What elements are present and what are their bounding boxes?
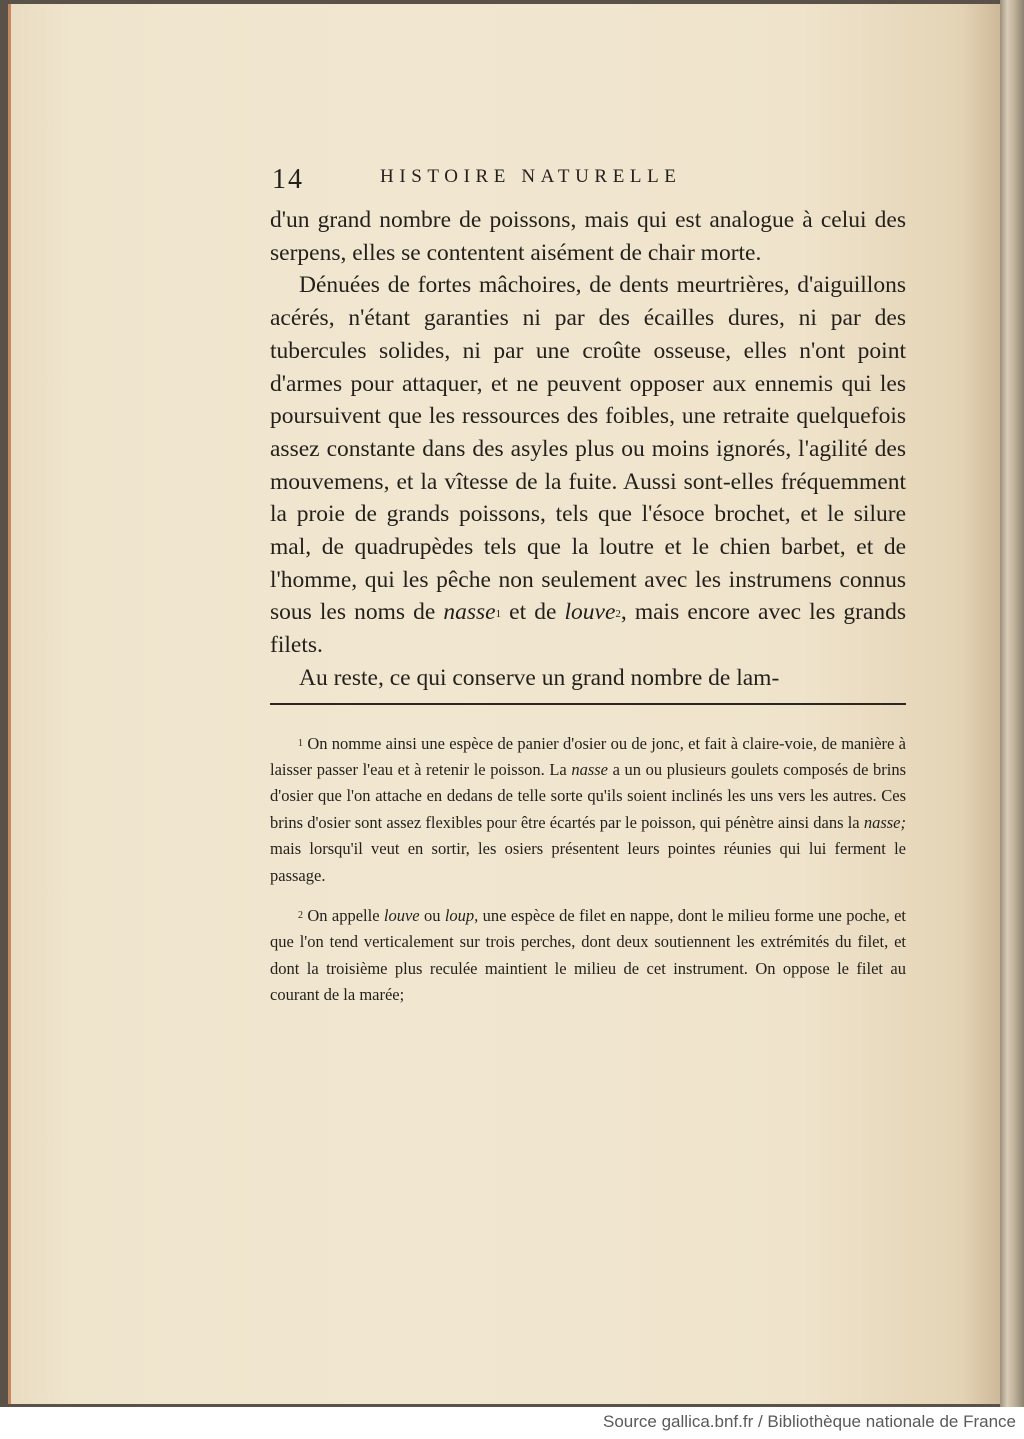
footnote-2-term-loup: loup, <box>444 905 479 925</box>
running-title: HISTOIRE NATURELLE <box>380 166 682 187</box>
footnote-1-text-b: a un ou plusieurs goulets composés de brins d'osier que l'on attache en dedans de telle sorte qu'ils soient inclinés les uns vers les autres. Ces brins d'osier sont assez flexibles pour être écartés par le poisson, qui pénètre ainsi dans la <box>270 759 906 832</box>
footnote-2-text-a: On appelle <box>303 905 384 925</box>
footnote-1-mark: 1 <box>298 737 303 749</box>
footnote-1-term-nasse: nasse <box>571 759 609 779</box>
footnote-1-text-a: On nomme ainsi une espèce de panier d'osier ou de jonc, et fait à claire-voie, de manière à laisser passer l'eau et à retenir le poisson. La <box>270 733 906 779</box>
footnotes <box>270 731 906 1009</box>
page-edge <box>1000 0 1024 1407</box>
body-text <box>270 204 906 695</box>
page-number: 14 <box>272 164 304 195</box>
running-head <box>270 160 906 204</box>
footnote-2-term-louve: louve <box>383 905 420 925</box>
paragraph-2-end: , mais encore avec les grands filets. <box>270 599 906 659</box>
footnote-2 <box>270 903 906 1009</box>
footnote-2-mark: 2 <box>298 909 303 921</box>
source-credit: Source gallica.bnf.fr / Bibliothèque nationale de France <box>603 1412 1016 1431</box>
footnote-ref-1[interactable]: 1 <box>495 608 502 621</box>
paragraph-2 <box>270 269 906 661</box>
source-credit-bar <box>0 1407 1024 1439</box>
paragraph-2-mid: et de <box>501 599 565 626</box>
footnote-1-text-c: mais lorsqu'il veut en sortir, les osiers présentent leurs pointes réunies qui lui ferment le passage. <box>270 839 906 885</box>
footnote-divider <box>270 703 906 705</box>
paragraph-2-text: Dénuées de fortes mâchoires, de dents meurtrières, d'aiguillons acérés, n'étant garanties ni par des écailles dures, ni par des tubercules solides, ni par une croûte osseuse, elles n'ont point d'armes pour attaquer, et ne peuvent opposer aux ennemis qui les poursuivent que les ressources des foibles, une retraite quelquefois assez constante dans des asyles plus ou moins ignorés, l'agilité des mouvemens, et la vîtesse de la fuite. Aussi sont-elles fréquemment la proie de grands poissons, tels que l'ésoce brochet, et le silure mal, de quadrupèdes tels que la loutre et le chien barbet, et de l'homme, qui les pêche non seulement avec les instrumens connus sous les noms de <box>270 272 906 626</box>
footnote-2-text-c: une espèce de filet en nappe, dont le milieu forme une poche, et que l'on tend verticalement sur trois perches, dont deux soutiennent les extrémités du filet, et dont la troisième plus reculée maintient le milieu de cet instrument. On oppose le filet au courant de la marée; <box>270 905 906 1005</box>
footnote-ref-2[interactable]: 2 <box>615 608 621 621</box>
footnote-2-text-b: ou <box>419 905 445 925</box>
page-content <box>270 160 906 1023</box>
paragraph-3: Au reste, ce qui conserve un grand nombre de lam- <box>299 664 780 691</box>
term-nasse: nasse <box>443 599 496 626</box>
footnote-1-term-nasse-2: nasse; <box>863 812 906 832</box>
paragraph-1: d'un grand nombre de poissons, mais qui est analogue à celui des serpens, elles se contentent aisément de chair morte. <box>270 207 906 266</box>
footnote-1 <box>270 731 906 889</box>
term-louve: louve <box>564 599 616 626</box>
